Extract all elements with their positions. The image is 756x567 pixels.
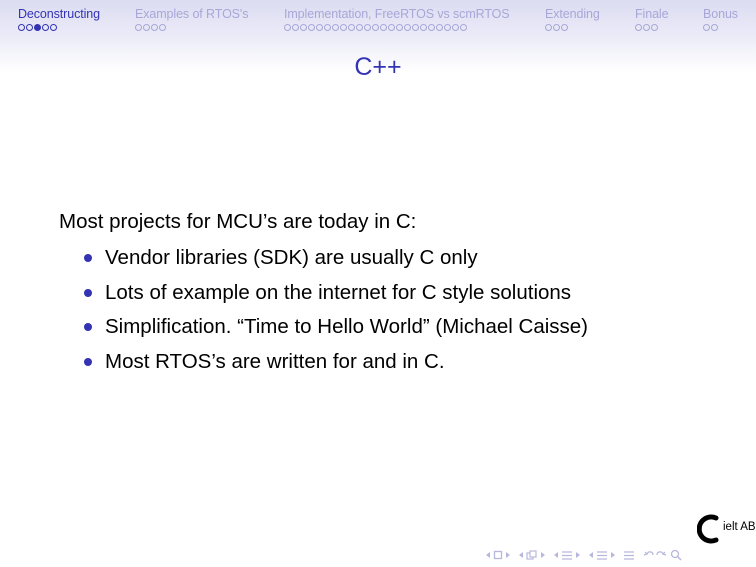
search-nav-group bbox=[642, 549, 682, 561]
arrow-right-icon[interactable] bbox=[575, 551, 581, 559]
list-item-text: Lots of example on the internet for C style solutions bbox=[105, 280, 572, 304]
arrow-right-icon[interactable] bbox=[610, 551, 616, 559]
nav-section-bonus[interactable] bbox=[703, 7, 738, 31]
nav-dot[interactable] bbox=[553, 24, 560, 31]
list-item bbox=[59, 345, 739, 380]
search-icon[interactable] bbox=[670, 549, 682, 561]
section-icon[interactable] bbox=[561, 550, 573, 561]
nav-dot[interactable] bbox=[50, 24, 57, 31]
section-nav-group bbox=[553, 550, 581, 561]
appendix-nav-group bbox=[623, 550, 635, 561]
nav-dot[interactable] bbox=[324, 24, 331, 31]
frame-nav-group bbox=[485, 550, 511, 560]
arrow-left-icon[interactable] bbox=[588, 551, 594, 559]
nav-dots bbox=[18, 24, 100, 31]
appendix-icon[interactable] bbox=[623, 550, 635, 561]
arrow-left-icon[interactable] bbox=[485, 551, 491, 559]
nav-dot[interactable] bbox=[452, 24, 459, 31]
bullet-icon bbox=[84, 254, 92, 262]
nav-section-label: Implementation, FreeRTOS vs scmRTOS bbox=[284, 7, 510, 21]
intro-text: Most projects for MCU’s are today in C: bbox=[59, 210, 417, 233]
bullet-icon bbox=[84, 289, 92, 297]
subsection-nav-group bbox=[518, 550, 546, 561]
list-item-text: Most RTOS’s are written for and in C. bbox=[105, 349, 445, 373]
nav-dots bbox=[284, 24, 510, 31]
nav-dot[interactable] bbox=[380, 24, 387, 31]
nav-dot[interactable] bbox=[284, 24, 291, 31]
nav-dot[interactable] bbox=[635, 24, 642, 31]
nav-section-extending[interactable] bbox=[545, 7, 600, 31]
slide-content bbox=[59, 207, 739, 379]
nav-dot[interactable] bbox=[308, 24, 315, 31]
list-item bbox=[59, 241, 739, 276]
nav-section-label: Deconstructing bbox=[18, 7, 100, 21]
nav-section-finale[interactable] bbox=[635, 7, 668, 31]
frame-icon[interactable] bbox=[493, 550, 503, 560]
arrow-left-icon[interactable] bbox=[518, 551, 524, 559]
nav-dot[interactable] bbox=[364, 24, 371, 31]
nav-dot[interactable] bbox=[388, 24, 395, 31]
nav-dot[interactable] bbox=[135, 24, 142, 31]
nav-dot[interactable] bbox=[428, 24, 435, 31]
nav-dots bbox=[635, 24, 668, 31]
nav-dots bbox=[703, 24, 738, 31]
list-item bbox=[59, 276, 739, 311]
nav-dot[interactable] bbox=[159, 24, 166, 31]
bullet-icon bbox=[84, 323, 92, 331]
nav-dot[interactable] bbox=[42, 24, 49, 31]
nav-dot[interactable] bbox=[332, 24, 339, 31]
nav-dot[interactable] bbox=[396, 24, 403, 31]
nav-dot[interactable] bbox=[460, 24, 467, 31]
nav-dot[interactable] bbox=[292, 24, 299, 31]
bullet-list bbox=[59, 241, 739, 379]
arrow-right-icon[interactable] bbox=[505, 551, 511, 559]
nav-dot[interactable] bbox=[703, 24, 710, 31]
arrow-right-icon[interactable] bbox=[540, 551, 546, 559]
bullet-icon bbox=[84, 358, 92, 366]
nav-dot[interactable] bbox=[356, 24, 363, 31]
nav-dot[interactable] bbox=[26, 24, 33, 31]
list-item bbox=[59, 310, 739, 345]
nav-section-label: Finale bbox=[635, 7, 669, 21]
nav-dot[interactable] bbox=[143, 24, 150, 31]
arrow-left-icon[interactable] bbox=[553, 551, 559, 559]
nav-dot[interactable] bbox=[404, 24, 411, 31]
slide-title: C++ bbox=[354, 53, 402, 81]
nav-dot[interactable] bbox=[372, 24, 379, 31]
nav-section-deconstructing[interactable] bbox=[18, 7, 100, 31]
nav-dot[interactable] bbox=[316, 24, 323, 31]
document-nav-group bbox=[588, 550, 616, 561]
nav-dot-current[interactable] bbox=[34, 24, 41, 31]
nav-dot[interactable] bbox=[643, 24, 650, 31]
list-item-text: Simplification. “Time to Hello World” (Michael Caisse) bbox=[105, 315, 589, 338]
back-icon[interactable] bbox=[642, 550, 654, 560]
nav-section-examples[interactable] bbox=[135, 7, 248, 31]
nav-section-label: Bonus bbox=[703, 7, 738, 21]
nav-dot[interactable] bbox=[300, 24, 307, 31]
nav-dot[interactable] bbox=[444, 24, 451, 31]
nav-section-label: Examples of RTOS's bbox=[135, 7, 249, 21]
nav-dot[interactable] bbox=[340, 24, 347, 31]
logo-text: ielt AB bbox=[723, 521, 756, 533]
document-icon[interactable] bbox=[596, 550, 608, 561]
nav-dot[interactable] bbox=[348, 24, 355, 31]
nav-dot[interactable] bbox=[420, 24, 427, 31]
nav-dot[interactable] bbox=[651, 24, 658, 31]
subsection-icon[interactable] bbox=[526, 550, 538, 561]
nav-dot[interactable] bbox=[436, 24, 443, 31]
nav-section-implementation[interactable] bbox=[284, 7, 510, 31]
nav-dot[interactable] bbox=[151, 24, 158, 31]
nav-dot[interactable] bbox=[18, 24, 25, 31]
nav-dots bbox=[545, 24, 600, 31]
nav-dot[interactable] bbox=[561, 24, 568, 31]
list-item-text: Vendor libraries (SDK) are usually C only bbox=[105, 246, 478, 269]
nav-dot[interactable] bbox=[412, 24, 419, 31]
forward-icon[interactable] bbox=[656, 550, 668, 560]
nav-dots bbox=[135, 24, 248, 31]
beamer-navigation-symbols bbox=[485, 547, 753, 563]
nav-dot[interactable] bbox=[711, 24, 718, 31]
nav-dot[interactable] bbox=[545, 24, 552, 31]
nav-section-label: Extending bbox=[545, 7, 600, 21]
